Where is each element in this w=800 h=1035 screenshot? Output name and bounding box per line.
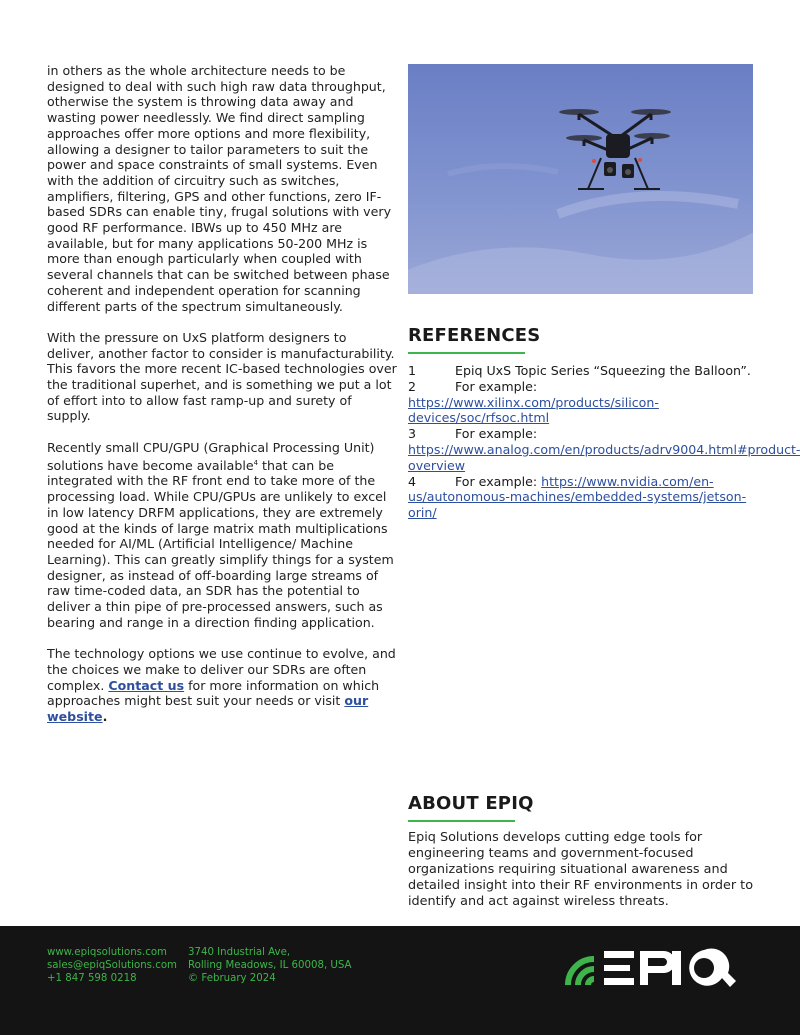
footer-address-line1: 3740 Industrial Ave,	[188, 947, 291, 958]
drone-photo	[408, 64, 753, 294]
reference-text: Epiq UxS Topic Series “Squeezing the Balloon”.	[455, 363, 751, 378]
paragraph-3-text-b: that can be integrated with the RF front end to take more of the processing load. While CPU/GPUs are unlikely to excel in low latency DRFM applications, they are extremely good at the kinds of large matrix math multiplications needed for AI/ML (Artificial Intelligence/ Machine Learning). This can greatly simplify things for a system designer, as instead of off-boarding large streams of raw time-coded data, an SDR has the potential to deliver a thin pipe of pre-processed answers, such as bearing and range in a direction finding application.	[47, 457, 394, 630]
references-list	[408, 363, 800, 521]
paragraph-3	[47, 440, 397, 631]
website-link[interactable]: our website	[47, 693, 369, 724]
footer-contact	[47, 946, 177, 985]
about-section	[408, 793, 758, 910]
about-heading: ABOUT EPIQ	[408, 793, 534, 814]
reference-number: 4	[408, 473, 417, 489]
paragraph-1: in others as the whole architecture needs to be designed to deal with such high raw data throughput, otherwise the system is throwing data away and wasting power needlessly. We find direct sampling approaches offer more options and more flexibility, allowing a designer to tailor parameters to suit the power and space constraints of small systems. Even with the addition of circuitry such as switches, amplifiers, filtering, GPS and other functions, zero IF-based SDRs can enable tiny, frugal solutions with very good RF performance. IBWs up to 450 MHz are available, but for many applications 50-200 MHz is more than enough particularly when coupled with several channels that can be switched between phase coherent and independent operation for scanning different parts of the spectrum simultaneously.	[47, 63, 392, 314]
footer-email[interactable]: sales@epiqSolutions.com	[47, 960, 177, 971]
epiq-logo	[564, 945, 756, 991]
reference-number: 1	[408, 363, 417, 378]
paragraph-4-text-a: The technology options we use continue to evolve, and the choices we make to deliver our SDRs are often complex.	[47, 646, 396, 693]
reference-number: 3	[408, 426, 417, 442]
paragraph-4-period: .	[102, 708, 108, 724]
reference-text: For example:	[455, 378, 538, 394]
paragraph-3-text-a: Recently small CPU/GPU (Graphical Processing Unit) solutions have become available	[47, 439, 375, 473]
reference-number: 2	[408, 378, 417, 394]
references-underline	[408, 352, 525, 354]
reference-text: For example:	[455, 426, 538, 442]
reference-item	[408, 379, 758, 426]
reference-item	[408, 474, 758, 521]
reference-text: For example:	[455, 473, 542, 489]
footer-phone: +1 847 598 0218	[47, 973, 137, 984]
reference-item	[408, 363, 758, 379]
article-body	[47, 63, 397, 740]
about-underline	[408, 820, 515, 822]
contact-us-link[interactable]: Contact us	[108, 677, 185, 693]
reference-link[interactable]: https://www.analog.com/en/products/adrv9004.html#product-overview	[408, 441, 800, 473]
paragraph-4	[47, 646, 397, 725]
paragraph-4-text-b: for more information on which approaches might best suit your needs or visit	[47, 677, 380, 709]
reference-link[interactable]: https://www.nvidia.com/en-us/autonomous-machines/embedded-systems/jetson-orin/	[408, 473, 747, 521]
footer-address	[188, 946, 352, 985]
drone-illustration	[408, 64, 753, 294]
about-text: Epiq Solutions develops cutting edge tools for engineering teams and government-focused organizations requiring situational awareness and detailed insight into their RF environments in order to identify and act against wireless threats.	[408, 830, 754, 909]
references-section	[408, 325, 800, 521]
reference-item	[408, 426, 800, 473]
footer	[0, 926, 800, 1035]
footer-date: © February 2024	[188, 973, 276, 984]
paragraph-2: With the pressure on UxS platform designers to deliver, another factor to consider is manufacturability. This favors the more recent IC-based technologies over the traditional superhet, and is something we put a lot of effort into to allow fast ramp-up and surety of supply.	[47, 329, 397, 424]
footer-website[interactable]: www.epiqsolutions.com	[47, 947, 167, 958]
reference-link[interactable]: https://www.xilinx.com/products/silicon-devices/soc/rfsoc.html	[408, 394, 659, 426]
references-heading: REFERENCES	[408, 325, 541, 346]
footer-address-line2: Rolling Meadows, IL 60008, USA	[188, 960, 352, 971]
footnote-marker-4: 4	[253, 458, 259, 467]
